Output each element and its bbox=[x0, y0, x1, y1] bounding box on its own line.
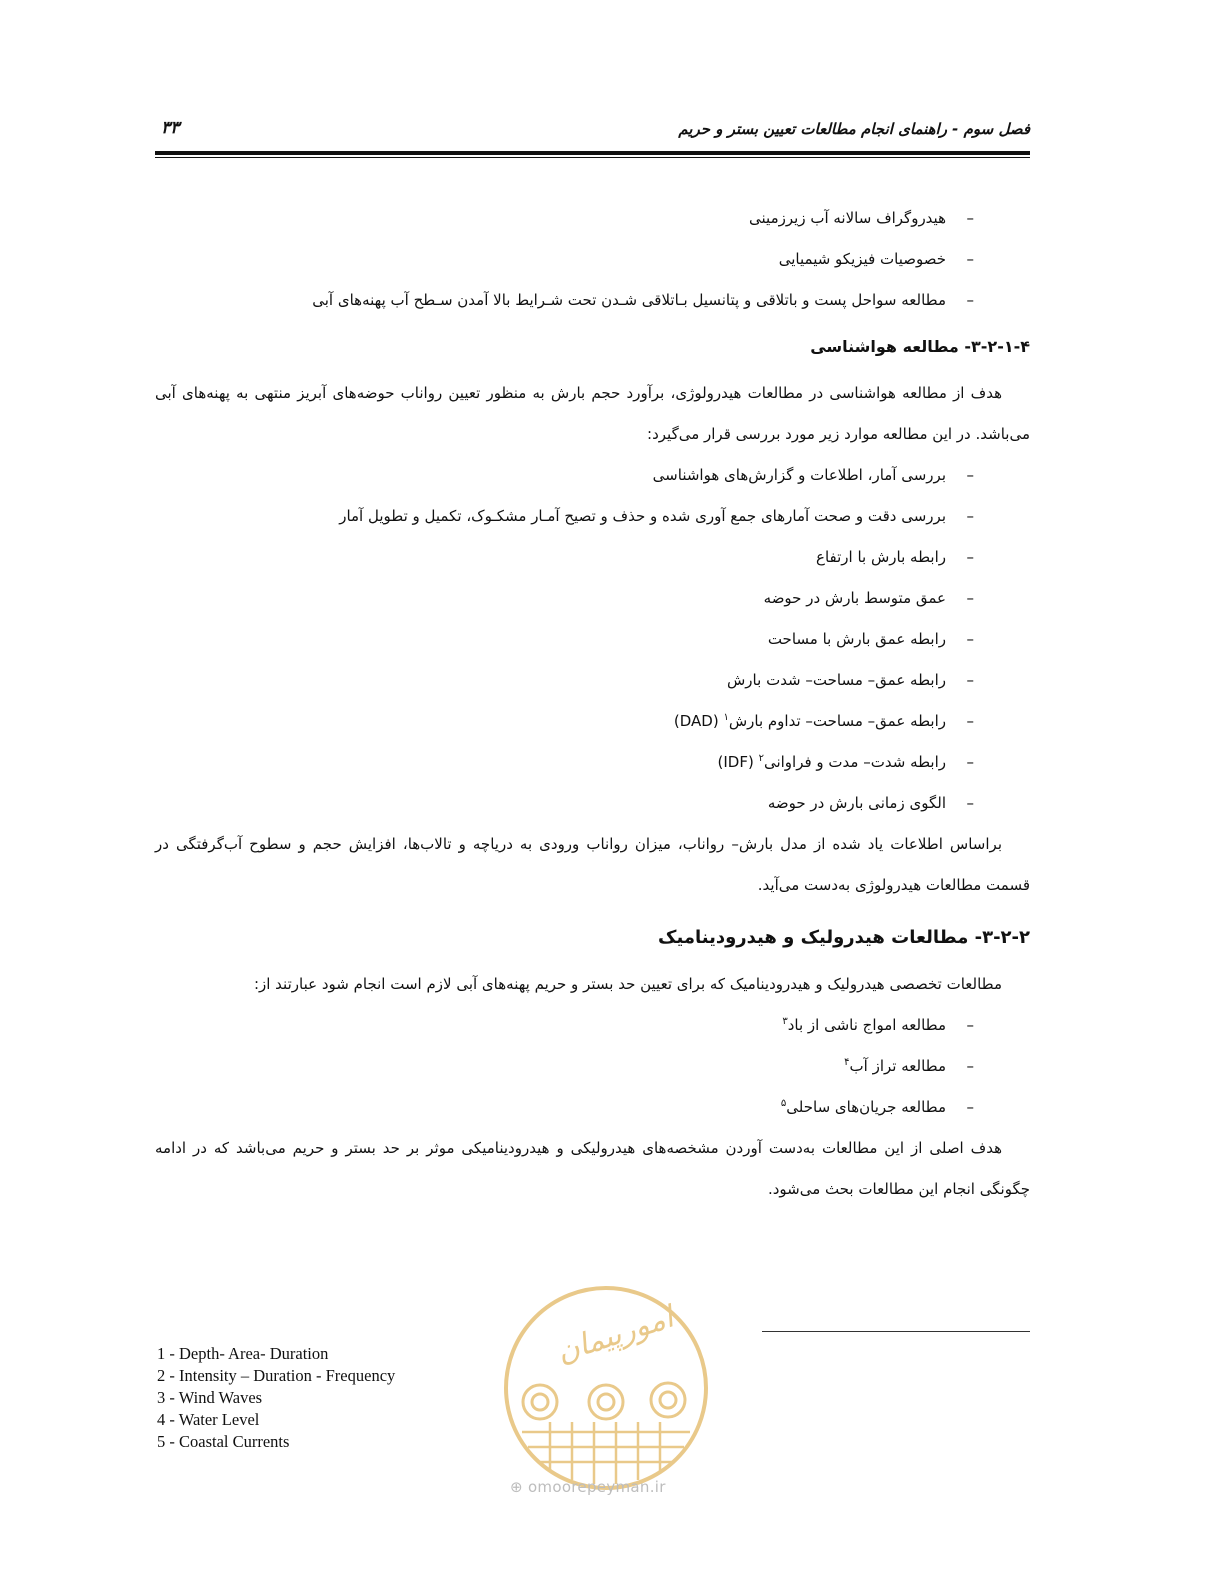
list-item-text: رابطه عمق بارش با مساحت bbox=[767, 630, 946, 648]
section-heading-hydraulics: ۳-۲-۲- مطالعات هیدرولیک و هیدرودینامیک bbox=[658, 927, 1030, 948]
watermark-url-text: omoorepeyman.ir bbox=[527, 1478, 666, 1496]
list-item-text: بررسی دقت و صحت آمارهای جمع آوری شده و حذف و تصیح آمـار مشکـوک، تکمیل و تطویل آمار bbox=[339, 507, 946, 525]
list-item-text: مطالعه امواج ناشی از باد bbox=[787, 1016, 946, 1034]
list-item-text: رابطه بارش با ارتفاع bbox=[816, 548, 946, 566]
list-item: – رابطه بارش با ارتفاع bbox=[816, 548, 974, 566]
footnote-rule bbox=[762, 1331, 1030, 1332]
list-item: – بررسی دقت و صحت آمارهای جمع آوری شده و حذف و تصیح آمـار مشکـوک، تکمیل و تطویل آمار bbox=[339, 507, 974, 525]
main-content bbox=[155, 198, 1030, 1210]
list-item-text: بررسی آمار، اطلاعات و گزارش‌های هواشناسی bbox=[652, 466, 946, 484]
list-item-text: رابطه عمق– مساحت– شدت بارش bbox=[727, 671, 946, 689]
list-item-text: رابطه شدت– مدت و فراوانی bbox=[763, 753, 946, 771]
list-item: – خصوصیات فیزیکو شیمیایی bbox=[778, 250, 974, 268]
header-rule bbox=[155, 151, 1030, 155]
list-item: – رابطه عمق– مساحت– تداوم بارش$^۱$ (DAD) bbox=[673, 712, 974, 730]
list-item: – رابطه عمق بارش با مساحت bbox=[767, 630, 974, 648]
footnote: 5 - Coastal Currents bbox=[157, 1432, 290, 1451]
globe-icon: ⊕ bbox=[510, 1478, 523, 1496]
abbreviation: (DAD) bbox=[673, 712, 724, 730]
list-item: – مطالعه تراز آب$^۴$ bbox=[844, 1057, 974, 1075]
footnote-ref: ۲ bbox=[758, 753, 764, 764]
chapter-title: فصل سوم - راهنمای انجام مطالعات تعیین بستر و حریم bbox=[678, 120, 1030, 138]
page-number: ۳۳ bbox=[161, 118, 180, 138]
watermark-url bbox=[510, 1478, 710, 1496]
paragraph-meteorology-intro: هدف از مطالعه هواشناسی در مطالعات هیدرولوژی، برآورد حجم بارش به منظور تعیین رواناب حوضه‌های آبریز منتهی به پهنه‌های آبی می‌باشد. در این مطالعه موارد زیر مورد بررسی قرار می‌گیرد: bbox=[155, 384, 1030, 443]
list-item: – هیدروگراف سالانه آب زیرزمینی bbox=[749, 209, 974, 227]
abbreviation: (IDF) bbox=[717, 753, 759, 771]
footnote-ref: ۱ bbox=[723, 712, 729, 723]
list-item: – عمق متوسط بارش در حوضه bbox=[763, 589, 974, 607]
list-item-text: هیدروگراف سالانه آب زیرزمینی bbox=[749, 209, 946, 227]
paragraph-hydraulics-intro: مطالعات تخصصی هیدرولیک و هیدرودینامیک که برای تعیین حد بستر و حریم پهنه‌های آبی لازم است انجام شود عبارتند از: bbox=[253, 975, 1002, 993]
list-item-text: مطالعه تراز آب bbox=[849, 1057, 946, 1075]
running-header bbox=[155, 118, 1030, 150]
footnote-ref: ۵ bbox=[780, 1098, 787, 1109]
list-item-text: عمق متوسط بارش در حوضه bbox=[763, 589, 946, 607]
footnote: 1 - Depth- Area- Duration bbox=[157, 1344, 329, 1363]
list-item: – مطالعه جریان‌های ساحلی$^۵$ bbox=[780, 1098, 974, 1116]
header-rule-thin bbox=[155, 157, 1030, 158]
list-item: – رابطه عمق– مساحت– شدت بارش bbox=[727, 671, 974, 689]
watermark-logo bbox=[500, 1282, 712, 1494]
footnote: 2 - Intensity – Duration - Frequency bbox=[157, 1366, 396, 1385]
footnote-ref: ۳ bbox=[782, 1016, 788, 1027]
footnote: 4 - Water Level bbox=[157, 1410, 260, 1429]
footnote-ref: ۴ bbox=[844, 1057, 850, 1068]
list-item: – رابطه شدت– مدت و فراوانی$^۲$ (IDF) bbox=[717, 753, 974, 771]
list-item-text: رابطه عمق– مساحت– تداوم بارش bbox=[728, 712, 946, 730]
list-item-text: الگوی زمانی بارش در حوضه bbox=[767, 794, 946, 812]
list-item: – بررسی آمار، اطلاعات و گزارش‌های هواشناسی bbox=[652, 466, 974, 484]
list-item: – الگوی زمانی بارش در حوضه bbox=[767, 794, 974, 812]
list-item: – مطالعه امواج ناشی از باد$^۳$ bbox=[782, 1016, 974, 1034]
section-heading-meteorology: ۳-۲-۱-۴- مطالعه هواشناسی bbox=[810, 337, 1030, 356]
list-item-text: مطالعه جریان‌های ساحلی bbox=[786, 1098, 946, 1116]
list-item-text: خصوصیات فیزیکو شیمیایی bbox=[778, 250, 946, 268]
footnotes bbox=[157, 1343, 395, 1453]
watermark-logo-text: امورپیمان bbox=[552, 1299, 678, 1371]
list-item: – مطالعه سواحل پست و باتلاقی و پتانسیل بـاتلاقی شـدن تحت شـرایط بالا آمدن سـطح آب پهنه‌های آبی bbox=[312, 291, 974, 309]
list-item-text: مطالعه سواحل پست و باتلاقی و پتانسیل بـاتلاقی شـدن تحت شـرایط بالا آمدن سـطح آب پهنه‌های آبی bbox=[312, 291, 946, 309]
paragraph-meteorology-closing: براساس اطلاعات یاد شده از مدل بارش– رواناب، میزان رواناب ورودی به دریاچه و تالاب‌ها، افزایش حجم و سطوح آب‌گرفتگی در قسمت مطالعات هیدرولوژی به‌دست می‌آید. bbox=[155, 835, 1030, 894]
paragraph-hydraulics-closing: هدف اصلی از این مطالعات به‌دست آوردن مشخصه‌های هیدرولیکی و هیدرودینامیکی موثر بر حد بستر و حریم می‌باشد که در ادامه چگونگی انجام این مطالعات بحث می‌شود. bbox=[155, 1139, 1030, 1198]
footnote: 3 - Wind Waves bbox=[157, 1388, 263, 1407]
